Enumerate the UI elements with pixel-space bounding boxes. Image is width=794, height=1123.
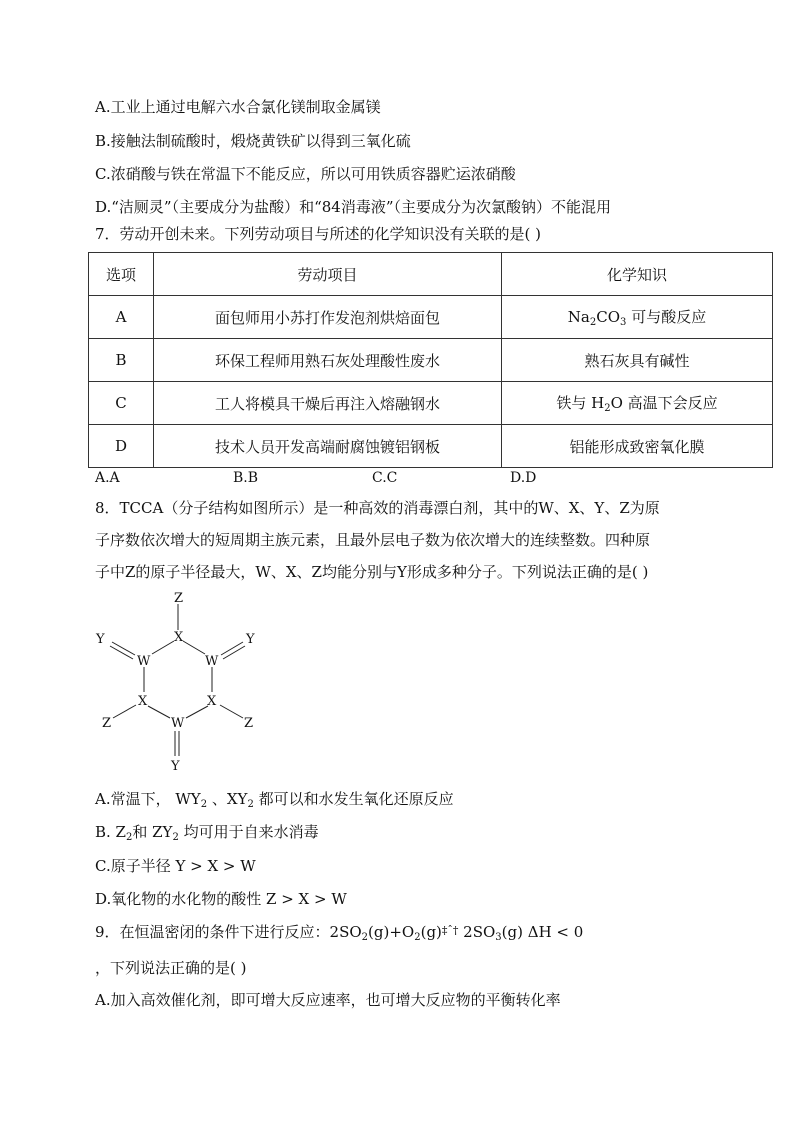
q6-option-c: C.浓硝酸与铁在常温下不能反应，所以可用铁质容器贮运浓硝酸 [95,165,516,183]
row-option: A [89,296,154,339]
formula-subscript: 3 [495,932,502,943]
table-row [89,339,773,382]
q7-stem: 7．劳动开创未来。下列劳动项目与所述的化学知识没有关联的是( ) [95,225,542,243]
q9-stem-line2: ，下列说法正确的是( ) [95,959,247,977]
formula-part: CO [596,308,621,326]
answer-c: C.C [372,470,398,486]
equilibrium-arrow: ‡ˆ† [441,924,459,937]
labor-table [88,252,773,468]
atom-y-left: Y [96,632,105,647]
knowledge-text: O 高温下会反应 [610,394,718,412]
table-row [89,382,773,425]
formula-subscript: 2 [125,832,133,843]
q8-option-d: D.氧化物的水化物的酸性 Z > X > W [95,890,347,908]
option-text: 、XY [207,790,248,808]
stem-text: (g)+O [368,923,415,941]
formula-subscript: 2 [604,403,611,414]
option-text: B. Z [95,823,126,841]
q6-option-d: D.“洁厕灵”（主要成分为盐酸）和“84消毒液”（主要成分为次氯酸钠）不能混用 [95,198,612,216]
atom-y-right: Y [246,632,255,647]
q6-option-b: B.接触法制硫酸时，煅烧黄铁矿以得到三氧化硫 [95,132,411,150]
row-option: D [89,425,154,468]
q9-option-a: A.加入高效催化剂，即可增大反应速率，也可增大反应物的平衡转化率 [95,991,561,1009]
row-option: B [89,339,154,382]
atom-x-top: X [174,630,184,645]
q6-option-a: A.工业上通过电解六水合氯化镁制取金属镁 [95,98,381,116]
row-knowledge: 熟石灰具有碱性 [502,339,773,382]
knowledge-text: 可与酸反应 [631,308,707,326]
atom-z-top: Z [174,591,184,606]
header-knowledge: 化学知识 [502,253,773,296]
row-option: C [89,382,154,425]
atom-w-left: W [137,654,151,669]
row-project: 技术人员开发高端耐腐蚀镀铝钢板 [154,425,502,468]
option-text: 均可用于自来水消毒 [178,823,319,841]
formula-subscript: 3 [620,317,627,328]
table-row [89,425,773,468]
atom-z-right: Z [244,716,254,731]
stem-text: 2SO [458,923,496,941]
option-text: 和 ZY [132,823,173,841]
formula-subscript: 2 [361,932,369,943]
q8-option-a [95,789,454,815]
q8-option-b [95,822,319,848]
atom-x-left: X [138,694,148,709]
formula-subscript: 2 [414,932,421,943]
header-project: 劳动项目 [154,253,502,296]
atom-w-bottom: W [171,716,185,731]
header-option: 选项 [89,253,154,296]
q8-stem-line2: 子序数依次增大的短周期主族元素，且最外层电子数为依次增大的连续整数。四种原 [95,531,651,549]
row-knowledge [502,382,773,425]
stem-text: (g) [420,923,442,941]
row-project: 面包师用小苏打作发泡剂烘焙面包 [154,296,502,339]
table-header-row [89,253,773,296]
stem-text: (g) ΔH < 0 [501,923,584,941]
tcca-structure-diagram [90,588,270,773]
answer-d: D.D [510,470,537,486]
atom-z-left: Z [102,716,112,731]
q8-stem-line3: 子中Z的原子半径最大，W、X、Z均能分别与Y形成多种分子。下列说法正确的是( ) [95,563,649,581]
atom-x-right: X [207,694,217,709]
q8-option-c: C.原子半径 Y > X > W [95,857,256,875]
atom-y-bottom: Y [171,759,180,773]
answer-b: B.B [233,470,259,486]
table-row [89,296,773,339]
bond-lines [110,604,245,756]
stem-text: 9．在恒温密闭的条件下进行反应：2SO [95,923,362,941]
row-knowledge: 铝能形成致密氧化膜 [502,425,773,468]
formula-subscript: 2 [200,799,208,810]
q8-stem-line1: 8．TCCA（分子结构如图所示）是一种高效的消毒漂白剂，其中的W、X、Y、Z为原 [95,499,660,517]
row-knowledge [502,296,773,339]
row-project: 环保工程师用熟石灰处理酸性废水 [154,339,502,382]
row-project: 工人将模具干燥后再注入熔融钢水 [154,382,502,425]
formula-part: Na [567,308,590,326]
q9-stem [95,921,583,948]
answer-a: A.A [95,470,120,486]
atom-w-right: W [205,654,219,669]
option-text: 都可以和水发生氧化还原反应 [253,790,454,808]
formula-subscript: 2 [589,317,597,328]
q7-answer-choices [95,470,695,490]
knowledge-text: 铁与 H [556,394,605,412]
formula-subscript: 2 [247,799,254,810]
option-text: A.常温下， WY [95,790,201,808]
formula-subscript: 2 [172,832,179,843]
